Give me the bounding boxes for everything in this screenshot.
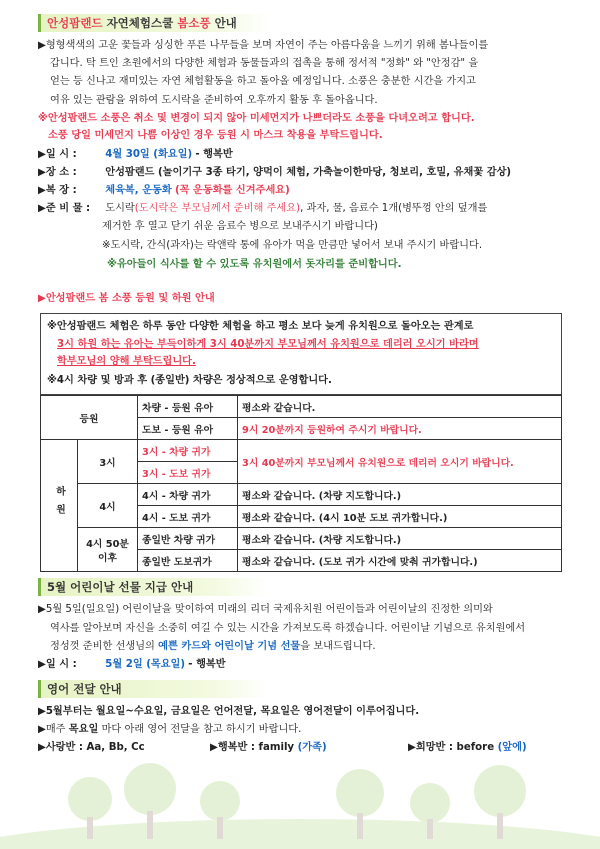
picnic-prep-row bbox=[38, 200, 568, 217]
clothes-note: (꼭 운동화를 신겨주세요) bbox=[174, 185, 290, 196]
prep-value-rest: , 과자, 물, 음료수 1개(병뚜껑 안의 덮개를 bbox=[300, 203, 488, 214]
title-part-2: 자연체험스쿨 bbox=[106, 16, 174, 30]
intro-line-4: 여유 있는 관람을 위하여 도시락을 준비하여 오후까지 활동 후 돌아옵니다. bbox=[50, 95, 378, 106]
warning-line-2: 소풍 당일 미세먼지 나쁨 이상인 경우 등원 시 마스크 착용을 부탁드립니다. bbox=[48, 130, 383, 141]
prep-label: ▶준 비 물 : bbox=[38, 203, 91, 214]
row-note-cell: 3시 40분까지 부모님께서 유치원으로 데리러 오시기 바랍니다. bbox=[238, 440, 562, 484]
group-3pm-cell: 3시 bbox=[78, 440, 138, 484]
notice-line-2: 3시 하원 하는 유아는 부득이하게 3시 40분까지 부모님께서 유치원으로 데리러 오시기 바라며 bbox=[57, 339, 479, 350]
english-line-1: ▶5월부터는 월요일~수요일, 금요일은 언어전달, 목요일은 영어전달이 이루어집니다. bbox=[38, 706, 420, 717]
childrens-day-line-2: 역사를 알아보며 자신을 소중히 여길 수 있는 시간을 가져보도록 하겠습니다. 어린이날 기념으로 유치원에서 bbox=[50, 623, 526, 634]
row-type-cell: 도보 - 등원 유아 bbox=[138, 418, 238, 440]
childrens-day-date-row bbox=[38, 656, 568, 673]
picnic-clothes-row bbox=[38, 182, 568, 199]
section-title-english bbox=[38, 680, 268, 698]
english-class-happy bbox=[210, 739, 327, 756]
prep-line-3: ※도시락, 간식(과자)는 락앤락 통에 유아가 먹을 만큼만 넣어서 보내 주시기 바랍니다. bbox=[102, 240, 483, 251]
english-thursday: 목요일 bbox=[68, 724, 99, 735]
row-note-cell: 평소와 같습니다. (차량 지도합니다.) bbox=[238, 528, 562, 550]
date-label: ▶일 시 : bbox=[38, 149, 77, 160]
class-hope-label: ▶희망반 : bbox=[408, 742, 453, 753]
class-happy-note: (가족) bbox=[297, 742, 327, 753]
notice-line-1: ※안성팜랜드 체험은 하루 동안 다양한 체험을 하고 평소 보다 늦게 유치원으로 돌아오는 관계로 bbox=[47, 321, 474, 332]
row-note-cell: 평소와 같습니다. (차량 지도합니다.) bbox=[238, 484, 562, 506]
title-part-1: 안성팜랜드 bbox=[47, 16, 103, 30]
childrens-day-date-value: 5월 2일 (목요일) bbox=[105, 659, 186, 670]
row-note-cell: 평소와 같습니다. (도보 귀가 시간에 맞춰 귀가합니다.) bbox=[238, 550, 562, 572]
clothes-label: ▶복 장 : bbox=[38, 185, 77, 196]
clothes-value: 체육복, 운동화 bbox=[105, 185, 172, 196]
place-value: 안성팜랜드 (놀이기구 3종 타기, 양먹이 체험, 가축놀이한마당, 청보리, 호밀, 유채꽃 감상) bbox=[105, 167, 512, 178]
intro-line-3: 얻는 등 신나고 재미있는 자연 체험활동을 하고 돌아올 예정입니다. 소풍은 충분한 시간을 가지고 bbox=[50, 76, 476, 87]
group-after-450-label-1: 4시 50분 bbox=[86, 538, 129, 550]
table-row bbox=[41, 440, 562, 462]
table-row bbox=[41, 484, 562, 506]
childrens-day-line-3-post: 을 보내드립니다. bbox=[300, 641, 376, 652]
childrens-day-line-3-pre: 정성껏 준비한 선생님의 bbox=[50, 641, 155, 652]
section-title-attendance: ▶안성팜랜드 봄 소풍 등원 및 하원 안내 bbox=[38, 293, 215, 304]
section-title-spring-picnic bbox=[38, 14, 270, 32]
title-part-3: 봄소풍 bbox=[177, 16, 211, 30]
row-type-cell: 4시 - 차량 귀가 bbox=[138, 484, 238, 506]
title-part-4: 안내 bbox=[214, 16, 237, 30]
table-row bbox=[41, 528, 562, 550]
leave-label: 하원 bbox=[54, 486, 65, 522]
childrens-day-title: 5월 어린이날 선물 지급 안내 bbox=[47, 580, 194, 594]
english-class-hope bbox=[408, 739, 527, 756]
childrens-day-gift-highlight: 예쁜 카드와 어린이날 기념 선물 bbox=[158, 641, 301, 652]
row-note-cell: 9시 20분까지 등원하여 주시기 바랍니다. bbox=[238, 418, 562, 440]
warning-line-1: ※안성팜랜드 소풍은 취소 및 변경이 되지 않아 미세먼지가 나쁘더라도 소풍을 다녀오려고 합니다. bbox=[38, 113, 475, 124]
place-label: ▶장 소 : bbox=[38, 167, 77, 178]
prep-line-2: 제거한 후 열고 닫기 쉬운 음료수 병으로 보내주시기 바랍니다) bbox=[102, 221, 378, 232]
intro-line-2: 갑니다. 탁 트인 초원에서의 다양한 체험과 동물들과의 접촉을 통해 정서적 "정화" 와 "안정감" 을 bbox=[50, 58, 479, 69]
notice-line-3: 학부모님의 양해 부탁드립니다. bbox=[57, 356, 196, 367]
english-line-2 bbox=[38, 721, 568, 738]
english-line-2-post: 마다 아래 영어 전달을 참고 하시기 바랍니다. bbox=[101, 724, 302, 735]
attendance-table bbox=[40, 395, 562, 572]
class-hope-value: before bbox=[456, 742, 495, 753]
childrens-day-line-1: ▶5월 5일(일요일) 어린이날을 맞이하여 미래의 리더 국제유치원 어린이들과 어린이날의 진정한 의미와 bbox=[38, 604, 493, 615]
english-title: 영어 전달 안내 bbox=[47, 682, 122, 696]
row-type-cell: 차량 - 등원 유아 bbox=[138, 396, 238, 418]
row-type-cell: 종일반 차량 귀가 bbox=[138, 528, 238, 550]
english-line-2-pre: ▶매주 bbox=[38, 724, 66, 735]
prep-value-lunchbox: 도시락 bbox=[105, 203, 135, 214]
notice-line-4: ※4시 차량 및 방과 후 (종일반) 차량은 정상적으로 운영합니다. bbox=[47, 375, 332, 386]
attendance-notice-box bbox=[40, 313, 562, 395]
row-note-cell: 평소와 같습니다. bbox=[238, 396, 562, 418]
prep-lunchbox-note: (도시락은 부모님께서 준비해 주세요) bbox=[134, 203, 301, 214]
class-happy-label: ▶행복반 : bbox=[210, 742, 255, 753]
row-type-cell: 3시 - 차량 귀가 bbox=[138, 440, 238, 462]
prep-line-4: ※유아들이 식사를 할 수 있도록 유치원에서 돗자리를 준비합니다. bbox=[107, 259, 402, 270]
picnic-place-row bbox=[38, 164, 568, 181]
class-love-value: Aa, Bb, Cc bbox=[86, 742, 145, 753]
picnic-date-row bbox=[38, 146, 568, 163]
leave-label-cell bbox=[41, 440, 78, 572]
row-note-cell: 평소와 같습니다. (4시 10분 도보 귀가합니다.) bbox=[238, 506, 562, 528]
section-title-childrens-day bbox=[38, 578, 268, 596]
group-after-450-label-2: 이후 bbox=[98, 552, 117, 564]
group-after-450-cell bbox=[78, 528, 138, 572]
class-happy-value: family bbox=[258, 742, 295, 753]
childrens-day-line-3 bbox=[50, 638, 580, 655]
date-suffix: - 행복반 bbox=[195, 149, 233, 160]
childrens-day-date-suffix: - 행복반 bbox=[188, 659, 226, 670]
childrens-day-date-label: ▶일 시 : bbox=[38, 659, 77, 670]
row-type-cell: 종일반 도보귀가 bbox=[138, 550, 238, 572]
row-type-cell: 4시 - 도보 귀가 bbox=[138, 506, 238, 528]
class-hope-note: (앞에) bbox=[497, 742, 527, 753]
attend-label-cell: 등원 bbox=[41, 396, 138, 440]
row-type-cell: 3시 - 도보 귀가 bbox=[138, 462, 238, 484]
english-class-love bbox=[38, 739, 145, 756]
intro-line-1: ▶형형색색의 고운 꽃들과 싱싱한 푸른 나무들을 보며 자연이 주는 아름다움을 느끼기 위해 봄나들이를 bbox=[38, 40, 489, 51]
class-love-label: ▶사랑반 : bbox=[38, 742, 83, 753]
table-row bbox=[41, 396, 562, 418]
date-value: 4월 30일 (화요일) bbox=[105, 149, 193, 160]
group-4pm-cell: 4시 bbox=[78, 484, 138, 528]
